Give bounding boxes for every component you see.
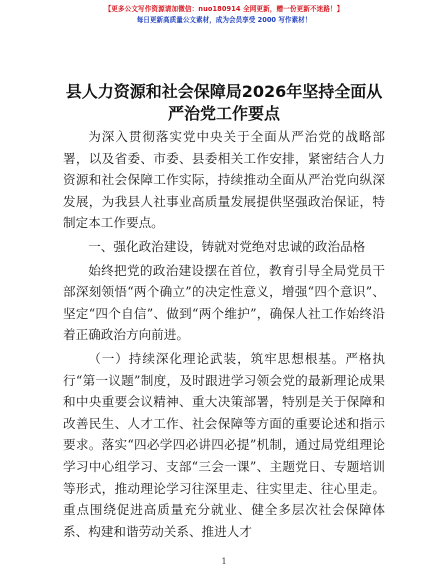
document-body	[63, 126, 385, 542]
page-number: 1	[221, 557, 227, 566]
subsection-paragraph-1: （一）持续深化理论武装，筑牢思想根基。严格执行“第一议题”制度，及时跟进学习领会党的最新理论成果和中央重要会议精神、重大决策部署，特别是关于保障和改善民生、人才工作、社会保障等方面的重要论述和指示要求。落实“四必学四必讲四必提”机制，通过局党组理论学习中心组学习、支部“三会一课”、主题党日、专题培训等形式，推动理论学习往深里走、往实里走、往心里走。重点围绕促进高质量充分就业、健全多层次社会保障体系、构建和谐劳动关系、推进人才	[63, 350, 385, 539]
section-heading-1: 一、强化政治建设，铸就对党绝对忠诚的政治品格	[88, 238, 366, 254]
promo-banner	[0, 4, 448, 26]
promo-line-1: 【更多公文写作资源请加微信：nuo180914 全网更新，赠一份更新不迷路！】	[104, 5, 344, 13]
section-paragraph-1: 始终把党的政治建设摆在首位，教育引导全局党员干部深刻领悟“两个确立”的决定性意义，增强“四个意识”、坚定“四个自信”、做到“两个维护”，确保人社工作始终沿着正确政治方向前进。	[63, 262, 385, 343]
promo-line-2: 每日更新高质量公文素材，成为会员享受 2000 写作素材！	[136, 16, 312, 24]
intro-paragraph: 为深入贯彻落实党中央关于全面从严治党的战略部署，以及省委、市委、县委相关工作安排，紧密结合人力资源和社会保障工作实际，持续推动全面从严治党向纵深发展，为我县人社事业高质量发展提供坚强政治保证，特制定本工作要点。	[63, 129, 385, 231]
document-title: 县人力资源和社会保障局2026年坚持全面从严治党工作要点	[65, 82, 383, 123]
